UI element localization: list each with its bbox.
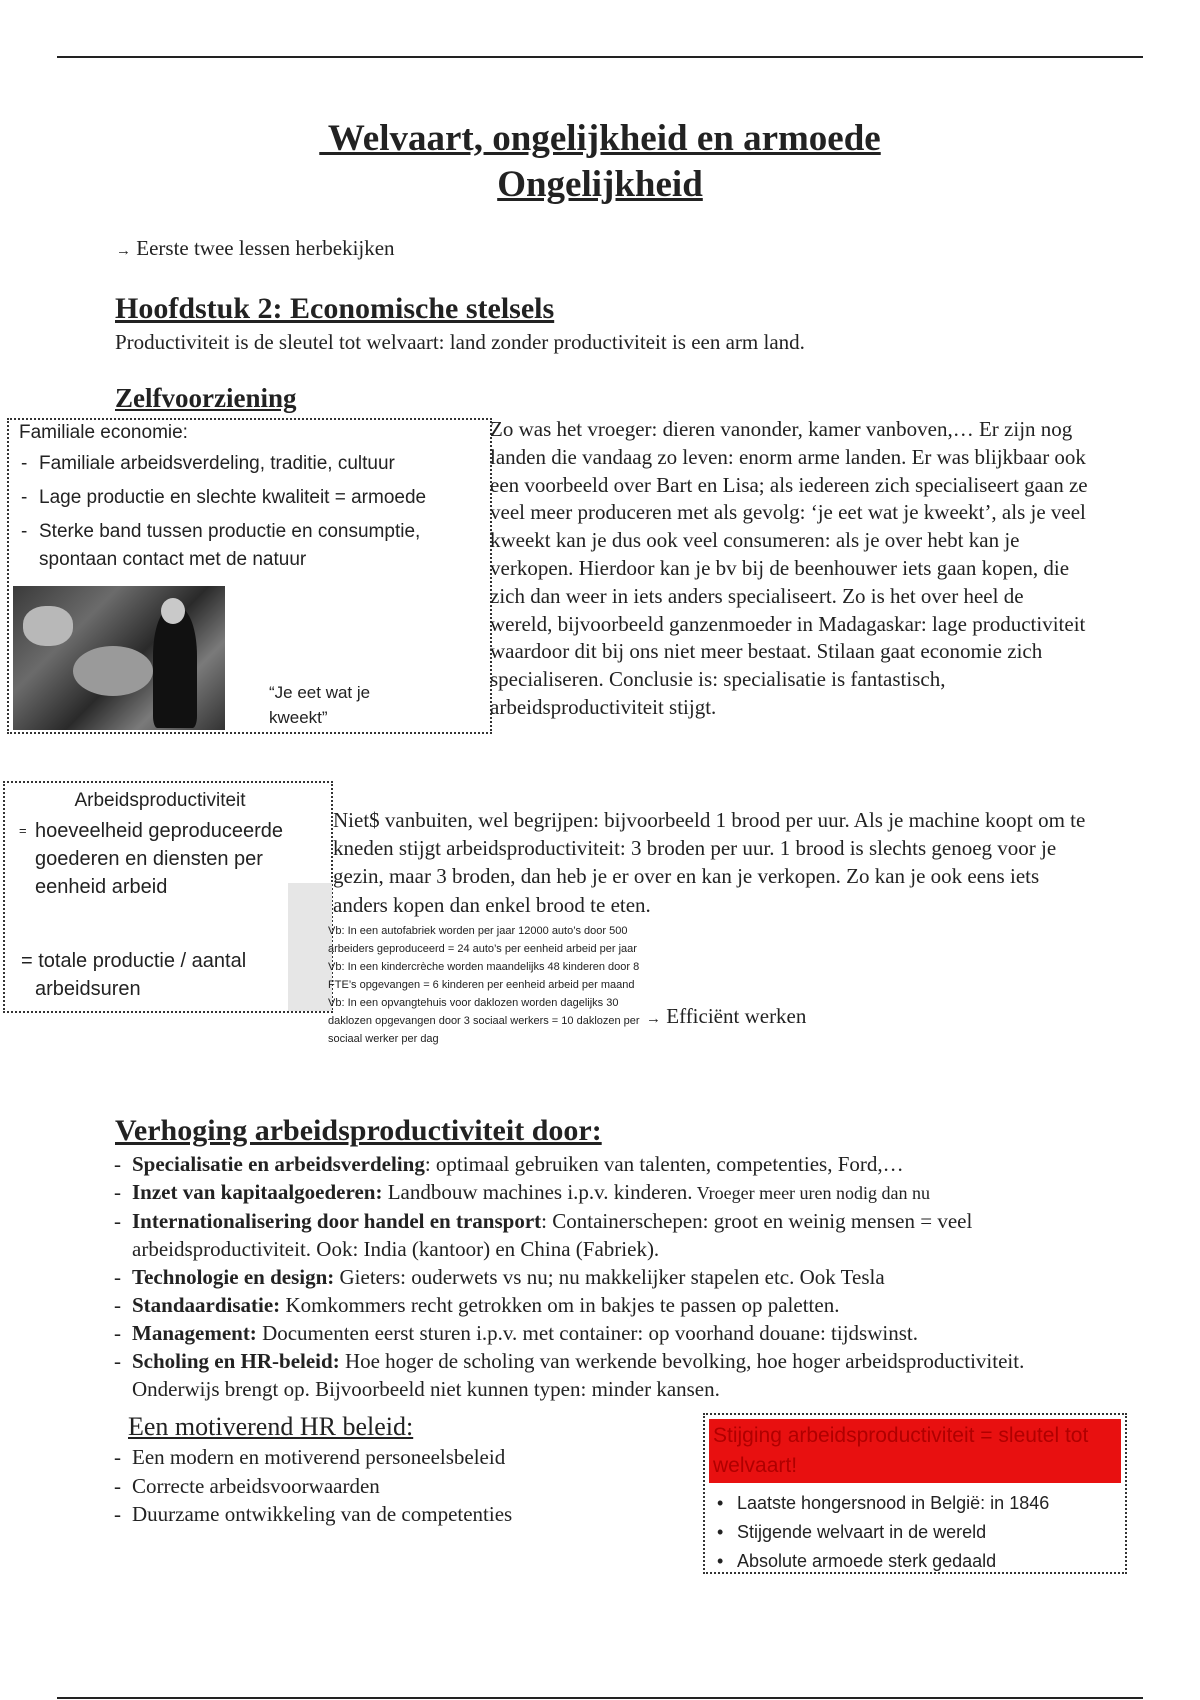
equals-sign: = [19, 823, 27, 838]
list-item: - Duurzame ontwikkeling van de competenties [112, 1500, 672, 1529]
list-item: • Laatste hongersnood in België: in 1846 [709, 1489, 1121, 1518]
title-line-2: Ongelijkheid [497, 164, 703, 205]
photo-caption: “Je eet wat je kweekt” [269, 683, 371, 727]
list-item: - Familiale arbeidsverdeling, traditie, cultuur [19, 450, 493, 478]
familiale-economie-box [7, 418, 492, 734]
example-item: Vb: In een autofabriek worden per jaar 12000 auto’s door 500 arbeiders geproduceerd = 24 auto’s per eenheid arbeid per jaar [328, 925, 637, 955]
top-rule [57, 56, 1143, 58]
list-item [112, 1178, 1072, 1207]
definition-2: = totale productie / aantal arbeidsuren [21, 950, 247, 1000]
item-text: Gieters: ouderwets vs nu; nu makkelijker stapelen etc. Ook Tesla [334, 1265, 885, 1289]
efficient-note [646, 1002, 806, 1033]
list-item [112, 1150, 1072, 1178]
item-extra: Vroeger meer uren nodig dan nu [692, 1183, 931, 1203]
chapter-intro: Productiviteit is de sleutel tot welvaart: land zonder productiviteit is een arm land. [115, 330, 805, 354]
list-item [112, 1319, 1072, 1347]
item-text: Hoe hoger de scholing van werkende bevolking, hoe hoger arbeidsproductiviteit. Onderwijs brengt op. Bijvoorbeeld niet kunnen typen: minder kansen. [132, 1349, 1025, 1401]
item-text: : optimaal gebruiken van talenten, competenties, Ford,… [424, 1152, 904, 1176]
definition-1-text: hoeveelheid geproduceerde goederen en diensten per eenheid arbeid [35, 820, 283, 898]
examples [328, 922, 648, 1048]
verhoging-list [112, 1150, 1072, 1403]
list-item: • Absolute armoede sterk gedaald [709, 1547, 1121, 1576]
box-title: Familiale economie: [19, 422, 188, 443]
chapter-heading: Hoofdstuk 2: Economische stelsels [115, 292, 555, 325]
sacks [23, 606, 73, 646]
list-item [112, 1347, 1072, 1403]
item-bold: Management: [132, 1321, 257, 1345]
zelfvoorziening-paragraph: Zo was het vroeger: dieren vanonder, kamer vanboven,… Er zijn nog landen die vandaag zo leven: enorm arme landen. Er was blijkbaar ook een voorbeeld over Bart en Lisa; als iedereen zich specialiseert gaan ze veel meer produceren met als gevolg: ‘je eet wat je kweekt’, als je veel kweekt kan je dus ook veel consumeren: als je over hebt kan je verkopen. Hierdoor kan je bv bij de beenhouwer iets gaan kopen, die zich dan weer in iets anders specialiseert. Zo is het over heel de wereld, bijvoorbeeld ganzenmoeder in Madagaskar: lage productiviteit waardoor dit bij ons niet meer bestaat. Stilaan gaat economie zich specialiseren. Conclusie is: specialisatie is fantastisch, arbeidsproductiviteit stijgt. [490, 417, 1088, 719]
list-item: - Een modern en motiverend personeelsbeleid [112, 1443, 672, 1472]
item-text: Documenten eerst sturen i.p.v. met container: op voorhand douane: tijdswinst. [256, 1321, 918, 1345]
item-bold: Inzet van kapitaalgoederen: [132, 1180, 383, 1204]
arbeidsproductiviteit-box [3, 781, 333, 1013]
verhoging-heading: Verhoging arbeidsproductiviteit door: [115, 1114, 602, 1147]
definition-1 [19, 817, 329, 901]
arrow-icon: → [116, 243, 131, 259]
example-item: Vb: In een kindercrèche worden maandelijks 48 kinderen door 8 FTE’s opgevangen = 6 kinderen per eenheid arbeid per maand [328, 961, 640, 991]
box-title: Arbeidsproductiviteit [74, 790, 246, 811]
list-item: - Sterke band tussen productie en consumptie, spontaan contact met de natuur [19, 518, 493, 574]
review-note-text: Eerste twee lessen herbekijken [131, 236, 395, 260]
callout-list [709, 1489, 1121, 1576]
item-bold: Internationalisering door handel en transport [132, 1209, 542, 1233]
hr-list [112, 1443, 672, 1529]
item-text: Komkommers recht getrokken om in bakjes te passen op paletten. [280, 1293, 840, 1317]
item-text: Landbouw machines i.p.v. kinderen. [382, 1180, 693, 1204]
callout-title: Stijging arbeidsproductiviteit = sleutel tot welvaart! [709, 1419, 1121, 1483]
list-item [112, 1263, 1072, 1291]
item-text: : Containerschepen: groot en weinig mensen = veel arbeidsproductiviteit. Ook: India (kantoor) en China (Fabriek). [132, 1209, 973, 1261]
efficient-text: Efficiënt werken [661, 1004, 807, 1028]
list-item: - Correcte arbeidsvoorwaarden [112, 1472, 672, 1501]
item-bold: Scholing en HR-beleid: [132, 1349, 340, 1373]
item-bold: Specialisatie en arbeidsverdeling [132, 1152, 425, 1176]
arbeid-paragraph: Niet$ vanbuiten, wel begrijpen: bijvoorbeeld 1 brood per uur. Als je machine koopt om te kneden stijgt arbeidsproductiviteit: 3 broden per uur. 1 brood is slechts genoeg voor je gezin, maar 3 broden, dan heb je er over en kan je verkopen. Zo kan je ook eens iets anders kopen dan enkel brood te eten. [333, 808, 1086, 917]
hr-heading: Een motiverend HR beleid: [128, 1412, 414, 1441]
list-item [112, 1207, 1072, 1263]
zelfvoorziening-heading: Zelfvoorziening [115, 383, 297, 413]
example-item: Vb: In een opvangtehuis voor daklozen worden dagelijks 30 daklozen opgevangen door 3 sociaal werkers = 10 daklozen per sociaal werker per dag [328, 997, 640, 1045]
list-item: - Lage productie en slechte kwaliteit = armoede [19, 484, 493, 512]
shade-strip [288, 883, 332, 1011]
farm-photo [13, 586, 225, 730]
key-callout-box [703, 1413, 1127, 1574]
item-bold: Technologie en design: [132, 1265, 335, 1289]
page-title [0, 116, 1200, 208]
arrow-icon: → [646, 1011, 661, 1027]
list-item: • Stijgende welvaart in de wereld [709, 1518, 1121, 1547]
list-item [112, 1291, 1072, 1319]
title-line-1: Welvaart, ongelijkheid en armoede [319, 118, 881, 159]
boy-figure [153, 608, 197, 728]
bottom-rule [57, 1697, 1143, 1699]
sheep [73, 646, 153, 696]
familiale-list [19, 450, 493, 574]
boy-head [161, 598, 185, 624]
review-note [116, 234, 395, 265]
item-bold: Standaardisatie: [132, 1293, 281, 1317]
